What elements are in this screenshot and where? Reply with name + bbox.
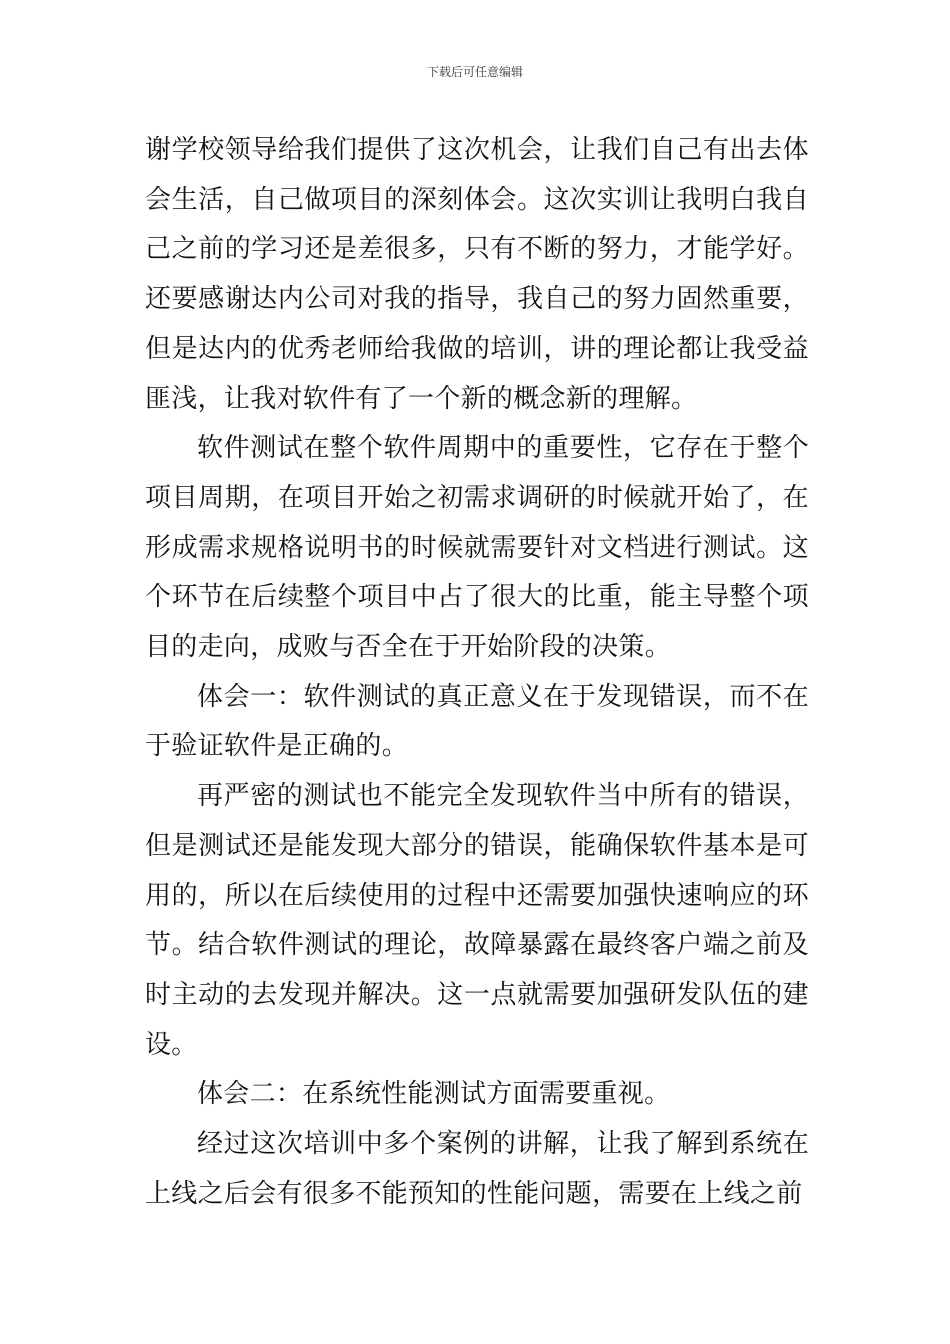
paragraph-continuation: 谢学校领导给我们提供了这次机会，让我们自己有出去体会生活，自己做项目的深刻体会。这次实训让我明白我自己之前的学习还是差很多，只有不断的努力，才能学好。还要感谢达内公司对我的指导，我自己的努力固然重要，但是达内的优秀老师给我做的培训，讲的理论都让我受益匪浅，让我对软件有了一个新的概念新的理解。: [145, 135, 809, 414]
paragraph-rigorous-testing: 再严密的测试也不能完全发现软件当中所有的错误，但是测试还是能发现大部分的错误，能确保软件基本是可用的，所以在后续使用的过程中还需要加强快速响应的环节。结合软件测试的理论，故障暴露在最终客户端之前及时主动的去发现并解决。这一点就需要加强研发队伍的建设。: [145, 781, 809, 1060]
paragraph-training-cases: 经过这次培训中多个案例的讲解，让我了解到系统在上线之后会有很多不能预知的性能问题，需要在上线之前: [145, 1129, 809, 1209]
paragraph-insight-two: 体会二：在系统性能测试方面需要重视。: [197, 1079, 671, 1110]
document-body: [145, 126, 809, 1219]
paragraph-insight-one: 体会一：软件测试的真正意义在于发现错误，而不在于验证软件是正确的。: [145, 681, 809, 762]
page-header: 下载后可任意编辑: [426, 65, 523, 79]
paragraph-testing-importance: 软件测试在整个软件周期中的重要性，它存在于整个项目周期，在项目开始之初需求调研的时候就开始了，在形成需求规格说明书的时候就需要针对文档进行测试。这个环节在后续整个项目中占了很大的比重，能主导整个项目的走向，成败与否全在于开始阶段的决策。: [145, 433, 809, 663]
